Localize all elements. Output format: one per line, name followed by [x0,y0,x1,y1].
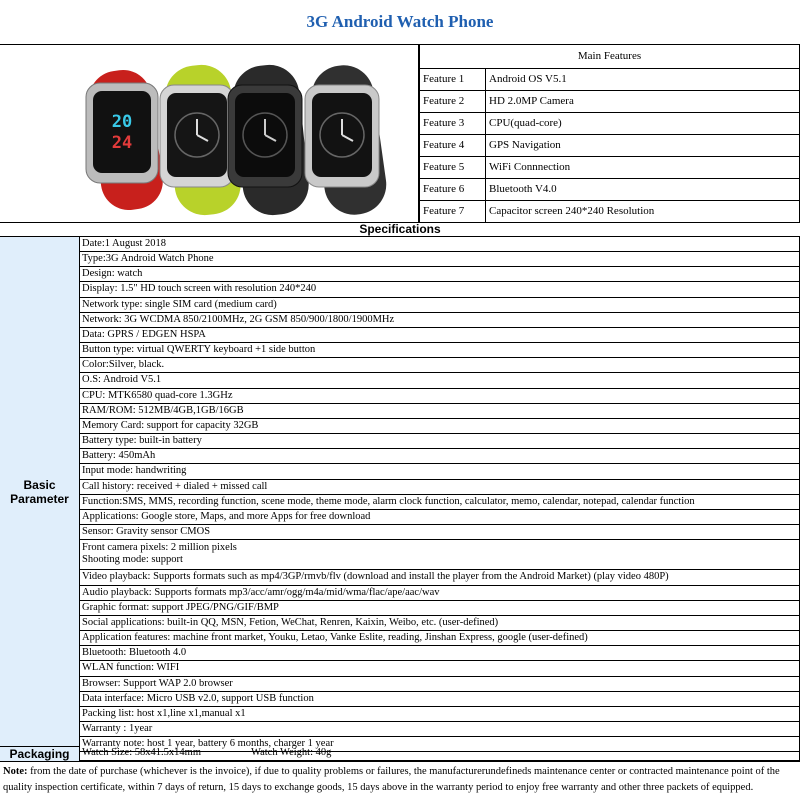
spec-row: Network type: single SIM card (medium card) [80,298,800,313]
packaging-list [80,746,800,761]
spec-list [80,237,800,752]
spec-row: Social applications: built-in QQ, MSN, Fetion, WeChat, Renren, Kaixin, Weibo, etc. (user-defined) [80,616,800,631]
spec-row: Data interface: Micro USB v2.0, support USB function [80,692,800,707]
feature-value: Capacitor screen 240*240 Resolution [486,200,800,222]
spec-row: Graphic format: support JPEG/PNG/GIF/BMP [80,601,800,616]
spec-row: Packing list: host x1,line x1,manual x1 [80,707,800,722]
spec-row: RAM/ROM: 512MB/4GB,1GB/16GB [80,404,800,419]
feature-key: Feature 1 [420,68,486,90]
spec-row: Video playback: Supports formats such as mp4/3GP/rmvb/flv (download and install the player from the Android Market) (play video 480P) [80,570,800,585]
shooting-mode: Shooting mode: support [82,553,183,565]
spec-row: CPU: MTK6580 quad-core 1.3GHz [80,389,800,404]
feature-value: Bluetooth V4.0 [486,178,800,200]
feature-key: Feature 3 [420,112,486,134]
specifications-header: Specifications [0,222,800,237]
feature-key: Feature 6 [420,178,486,200]
spec-row: Warranty : 1year [80,722,800,737]
feature-row [420,178,800,200]
spec-row: Display: 1.5" HD touch screen with resolution 240*240 [80,282,800,297]
feature-key: Feature 4 [420,134,486,156]
spec-row: WLAN function: WIFI [80,661,800,676]
feature-key: Feature 7 [420,200,486,222]
spec-row: Application features: machine front market, Youku, Letao, Vanke Eslite, reading, Jinshan Express, google (user-defined) [80,631,800,646]
spec-row: Data: GPRS / EDGEN HSPA [80,328,800,343]
packaging-row [80,746,800,761]
spec-row: Color:Silver, black. [80,358,800,373]
watches-image [0,45,418,222]
watch-size: Watch Size: 58x41.5x14mm [82,747,202,758]
spec-row: Network: 3G WCDMA 850/2100MHz, 2G GSM 850/900/1800/1900MHz [80,313,800,328]
main-features-table [418,44,800,222]
watch-red [86,66,167,213]
feature-value: HD 2.0MP Camera [486,90,800,112]
spec-row: Date:1 August 2018 [80,237,800,252]
spec-row: Button type: virtual QWERTY keyboard +1 side button [80,343,800,358]
basic-parameter-text: Basic Parameter [10,477,69,506]
spec-row: Design: watch [80,267,800,282]
watch-time-digits: 20 [111,112,133,132]
svg-text:24: 24 [111,133,133,153]
watch-weight: Watch Weight: 40g [251,747,332,758]
main-features-header: Main Features [420,44,800,68]
spec-row: Battery: 450mAh [80,449,800,464]
spec-row: Warranty note: host 1 year, battery 6 months, charger 1 year [80,737,800,752]
product-photo [0,45,418,222]
feature-row [420,112,800,134]
feature-row [420,134,800,156]
camera-pixels: Front camera pixels: 2 million pixels [82,542,237,554]
spec-row: O.S: Android V5.1 [80,373,800,388]
spec-row: Battery type: built-in battery [80,434,800,449]
spec-row: Audio playback: Supports formats mp3/acc/amr/ogg/m4a/mid/wma/flac/ape/aac/wav [80,586,800,601]
spec-row: Memory Card: support for capacity 32GB [80,419,800,434]
spec-row-camera [80,540,800,570]
page-title: 3G Android Watch Phone [306,12,494,31]
spec-row: Call history: received + dialed + missed call [80,480,800,495]
note-text: from the date of purchase (whichever is the invoice), if due to quality problems or failures, the manufacturerundefineds maintenance center or contracted maintenance point of the quality inspection certificate, within 7 days of return, 15 days to exchange goods, 15 days above in the warranty period to enjoy free warranty and other three packets of equipped. [3,766,780,793]
spec-row: Browser: Support WAP 2.0 browser [80,677,800,692]
spec-row: Type:3G Android Watch Phone [80,252,800,267]
feature-value: WiFi Connnection [486,156,800,178]
feature-row [420,156,800,178]
feature-row [420,68,800,90]
spec-row: Sensor: Gravity sensor CMOS [80,525,800,540]
spec-row: Function:SMS, MMS, recording function, scene mode, theme mode, alarm clock function, calculator, memo, calendar, notepad, calendar function [80,495,800,510]
spec-row: Bluetooth: Bluetooth 4.0 [80,646,800,661]
watch-black [228,62,312,218]
feature-key: Feature 2 [420,90,486,112]
spec-row: Input mode: handwriting [80,464,800,479]
note-label: Note: [3,766,28,777]
feature-row [420,90,800,112]
spec-row: Applications: Google store, Maps, and more Apps for free download [80,510,800,525]
feature-row [420,200,800,222]
feature-value: CPU(quad-core) [486,112,800,134]
note-section [0,761,800,800]
packaging-label: Packaging [0,746,80,761]
feature-value: GPS Navigation [486,134,800,156]
feature-value: Android OS V5.1 [486,68,800,90]
watch-silver [305,61,390,218]
feature-key: Feature 5 [420,156,486,178]
basic-parameter-label [0,237,80,746]
